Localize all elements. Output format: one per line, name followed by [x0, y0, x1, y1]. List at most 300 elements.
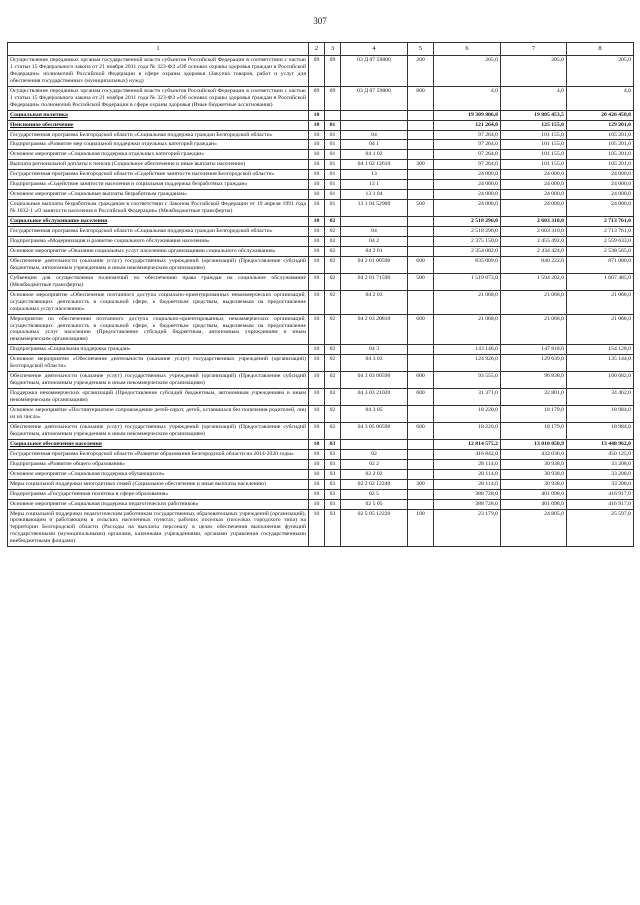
table-row: [8, 372, 634, 389]
row-name: Подпрограмма «Модернизация и развитие социального обслуживания населения»: [8, 236, 309, 246]
table-row: [8, 190, 634, 200]
subsection-code: 03: [325, 479, 341, 489]
table-row: [8, 236, 634, 246]
target-article-code: 04 2: [341, 236, 408, 246]
target-article-code: 03 Д 07 59800: [341, 86, 408, 110]
amount-year-1: 1 519 073,0: [434, 273, 501, 290]
amount-year-2: 30 938,0: [501, 479, 567, 489]
amount-year-2: 101 155,0: [501, 150, 567, 160]
target-article-code: [341, 110, 408, 120]
expense-type-code: [408, 180, 434, 190]
subsection-code: 02: [325, 217, 341, 227]
amount-year-1: 28 114,0: [434, 479, 501, 489]
section-code: 10: [309, 389, 325, 406]
amount-year-3: 21 068,0: [567, 314, 634, 345]
amount-year-3: 2 713 761,0: [567, 227, 634, 237]
expense-type-code: [408, 140, 434, 150]
amount-year-2: 432 036,0: [501, 449, 567, 459]
subsection-code: 01: [325, 130, 341, 140]
row-name: Основное мероприятие «Обеспечение деятельности (оказание услуг) государственных учреждений (организаций) Белгородской области»: [8, 355, 309, 372]
amount-year-2: 2 434 424,0: [501, 246, 567, 256]
amount-year-1: 143 146,0: [434, 345, 501, 355]
row-name: Основное мероприятие «Социальные выплаты безработным гражданам»: [8, 190, 309, 200]
amount-year-2: 13 010 050,9: [501, 439, 567, 449]
subsection-code: 03: [325, 489, 341, 499]
expense-type-code: [408, 217, 434, 227]
target-article-code: 04: [341, 227, 408, 237]
row-name: Выплата региональной доплаты к пенсии (Социальное обеспечение и иные выплаты населению): [8, 160, 309, 170]
expense-type-code: 600: [408, 372, 434, 389]
row-name: Меры социальной поддержки педагогическим работникам государственных образовательных учреждений (организаций), проживающим и работающим в сельских населенных пунктах, рабочих поселках (поселках городского типа) на территории Белгородской области (Расходы на выплаты персоналу в целях обеспечения выполнения функций государственными (муниципальными) органами, казенными учреждениями, органами управления государственными внебюджетными фондами): [8, 509, 309, 547]
amount-year-1: 21 068,0: [434, 290, 501, 314]
target-article-code: 02 5 05: [341, 499, 408, 509]
amount-year-1: 12 814 575,2: [434, 439, 501, 449]
row-name: Основное мероприятие «Оказание социальных услуг населению организациями социального обслуживания»: [8, 246, 309, 256]
row-name: Меры социальной поддержки многодетных семей (Социальное обеспечение и иные выплаты населению): [8, 479, 309, 489]
expense-type-code: [408, 406, 434, 423]
header-cell: 1: [8, 43, 309, 56]
amount-year-2: 4,0: [501, 86, 567, 110]
table-row: [8, 459, 634, 469]
section-code: 10: [309, 170, 325, 180]
row-name: Пенсионное обеспечение: [8, 120, 309, 130]
subsection-code: 02: [325, 355, 341, 372]
row-name: Основное мероприятие «Социальная поддержка обучающихся»: [8, 469, 309, 479]
amount-year-1: 19 309 806,8: [434, 110, 501, 120]
section-code: 09: [309, 86, 325, 110]
expense-type-code: [408, 355, 434, 372]
amount-year-3: 2 559 633,0: [567, 236, 634, 246]
row-name: Государственная программа Белгородской области «Социальная поддержка граждан Белгородской области»: [8, 130, 309, 140]
header-row: [8, 43, 634, 56]
section-code: 10: [309, 120, 325, 130]
row-name: Государственная программа Белгородской области «Социальная поддержка граждан Белгородской области»: [8, 227, 309, 237]
expense-type-code: 100: [408, 509, 434, 547]
amount-year-1: 21 068,0: [434, 314, 501, 345]
amount-year-1: 28 114,0: [434, 459, 501, 469]
table-body: [8, 55, 634, 546]
section-code: 10: [309, 499, 325, 509]
amount-year-2: 840 222,0: [501, 256, 567, 273]
amount-year-2: 24 000,0: [501, 170, 567, 180]
table-row: [8, 227, 634, 237]
row-name: Социальная политика: [8, 110, 309, 120]
section-code: 10: [309, 469, 325, 479]
subsection-code: 02: [325, 236, 341, 246]
section-code: 10: [309, 180, 325, 190]
amount-year-2: 147 818,0: [501, 345, 567, 355]
table-row: [8, 55, 634, 86]
table-row: [8, 449, 634, 459]
section-code: 10: [309, 150, 325, 160]
table-row: [8, 120, 634, 130]
amount-year-3: 105 201,0: [567, 130, 634, 140]
row-name: Социальное обеспечение населения: [8, 439, 309, 449]
expense-type-code: 500: [408, 200, 434, 217]
row-name: Осуществление переданных органам государственной власти субъектов Российской Федерации в соответствии с частью 1 статьи 15 Федерального закона от 21 ноября 2011 года № 323-ФЗ «Об основах охраны здоровья граждан в Российской Федерации» полномочий Российской Федерации в сфере охраны здоровья (Иные бюджетные ассигнования): [8, 86, 309, 110]
expense-type-code: [408, 190, 434, 200]
section-code: 10: [309, 217, 325, 227]
expense-type-code: [408, 290, 434, 314]
table-row: [8, 217, 634, 227]
amount-year-1: 97 264,0: [434, 130, 501, 140]
table-row: [8, 355, 634, 372]
budget-table: [7, 42, 634, 547]
amount-year-3: 205,0: [567, 55, 634, 86]
amount-year-3: 105 201,0: [567, 140, 634, 150]
row-name: Подпрограмма «Государственная политика в сфере образования»: [8, 489, 309, 499]
amount-year-3: 100 682,0: [567, 372, 634, 389]
table-row: [8, 406, 634, 423]
target-article-code: 02 2 02 12240: [341, 479, 408, 489]
amount-year-3: 1 667 485,0: [567, 273, 634, 290]
target-article-code: 04 2 03 20810: [341, 314, 408, 345]
section-code: 10: [309, 246, 325, 256]
amount-year-1: 388 728,0: [434, 499, 501, 509]
subsection-code: 01: [325, 200, 341, 217]
expense-type-code: [408, 449, 434, 459]
section-code: 09: [309, 55, 325, 86]
target-article-code: 02: [341, 449, 408, 459]
section-code: 10: [309, 256, 325, 273]
table-row: [8, 130, 634, 140]
expense-type-code: [408, 150, 434, 160]
amount-year-1: 205,0: [434, 55, 501, 86]
target-article-code: [341, 439, 408, 449]
amount-year-2: 24 000,0: [501, 200, 567, 217]
subsection-code: 01: [325, 190, 341, 200]
row-name: Обеспечение деятельности (оказание услуг) государственных учреждений (организаций) (Предоставление субсидий бюджетным, автономным учреждениям и иным некоммерческим организациям): [8, 422, 309, 439]
amount-year-3: 129 201,0: [567, 120, 634, 130]
amount-year-3: 135 144,0: [567, 355, 634, 372]
target-article-code: 04 3 03 00590: [341, 372, 408, 389]
table-row: [8, 246, 634, 256]
amount-year-1: 121 264,0: [434, 120, 501, 130]
amount-year-3: 25 597,0: [567, 509, 634, 547]
section-code: 10: [309, 439, 325, 449]
amount-year-3: 18 984,0: [567, 406, 634, 423]
expense-type-code: 600: [408, 256, 434, 273]
amount-year-1: 18 220,0: [434, 422, 501, 439]
subsection-code: 02: [325, 422, 341, 439]
subsection-code: 01: [325, 150, 341, 160]
header-cell: 6: [434, 43, 501, 56]
row-name: Социальное обслуживание населения: [8, 217, 309, 227]
expense-type-code: [408, 227, 434, 237]
amount-year-3: 24 000,0: [567, 180, 634, 190]
expense-type-code: 600: [408, 314, 434, 345]
subsection-code: 02: [325, 314, 341, 345]
expense-type-code: [408, 439, 434, 449]
expense-type-code: [408, 499, 434, 509]
target-article-code: 13: [341, 170, 408, 180]
expense-type-code: 200: [408, 55, 434, 86]
subsection-code: 02: [325, 227, 341, 237]
amount-year-2: 401 098,0: [501, 499, 567, 509]
section-code: 10: [309, 200, 325, 217]
target-article-code: 02 5 05 12220: [341, 509, 408, 547]
amount-year-3: 21 068,0: [567, 290, 634, 314]
table-row: [8, 273, 634, 290]
table-row: [8, 170, 634, 180]
subsection-code: 03: [325, 469, 341, 479]
table-row: [8, 180, 634, 190]
target-article-code: [341, 120, 408, 130]
amount-year-3: 416 917,0: [567, 499, 634, 509]
target-article-code: 04 3 03: [341, 355, 408, 372]
table-row: [8, 256, 634, 273]
target-article-code: 04 1 02 12610: [341, 160, 408, 170]
amount-year-2: 1 594 202,0: [501, 273, 567, 290]
amount-year-2: 18 179,0: [501, 406, 567, 423]
section-code: 10: [309, 110, 325, 120]
table-row: [8, 314, 634, 345]
table-row: [8, 489, 634, 499]
amount-year-1: 93 555,0: [434, 372, 501, 389]
amount-year-3: 24 000,0: [567, 190, 634, 200]
section-code: 10: [309, 422, 325, 439]
amount-year-2: 101 155,0: [501, 140, 567, 150]
table-row: [8, 479, 634, 489]
table-row: [8, 345, 634, 355]
row-name: Мероприятие по обеспечению поэтапного доступа социально-ориентированных некоммерческих организаций, осуществляющих деятельность в социальной сфере, к бюджетным средствам, выделяемым на предоставление социальных услуг населению (Предоставление субсидий бюджетным, автономным учреждениям и иным некоммерческим организациям): [8, 314, 309, 345]
amount-year-1: 97 264,0: [434, 160, 501, 170]
subsection-code: 02: [325, 246, 341, 256]
amount-year-3: 18 984,0: [567, 422, 634, 439]
amount-year-2: 101 155,0: [501, 130, 567, 140]
subsection-code: 03: [325, 439, 341, 449]
target-article-code: 04 1 02: [341, 150, 408, 160]
section-code: 10: [309, 355, 325, 372]
target-article-code: 02 5: [341, 489, 408, 499]
row-name: Субвенции для осуществления полномочий по обеспечению права граждан на социальное обслуживание (Межбюджетные трансферты): [8, 273, 309, 290]
subsection-code: 09: [325, 55, 341, 86]
amount-year-3: 2 538 565,0: [567, 246, 634, 256]
amount-year-3: 13 448 962,0: [567, 439, 634, 449]
amount-year-3: 33 208,0: [567, 459, 634, 469]
target-article-code: 04: [341, 130, 408, 140]
header-cell: 8: [567, 43, 634, 56]
expense-type-code: 600: [408, 389, 434, 406]
amount-year-3: 105 201,0: [567, 150, 634, 160]
amount-year-2: 2 455 492,0: [501, 236, 567, 246]
amount-year-2: 19 805 453,5: [501, 110, 567, 120]
amount-year-2: 24 805,0: [501, 509, 567, 547]
amount-year-2: 32 801,0: [501, 389, 567, 406]
subsection-code: 02: [325, 389, 341, 406]
expense-type-code: [408, 469, 434, 479]
page-number: 307: [313, 16, 327, 26]
amount-year-3: 154 128,0: [567, 345, 634, 355]
amount-year-2: 21 068,0: [501, 290, 567, 314]
amount-year-3: 24 000,0: [567, 200, 634, 217]
section-code: 10: [309, 345, 325, 355]
target-article-code: 13 1: [341, 180, 408, 190]
header-cell: 5: [408, 43, 434, 56]
expense-type-code: 300: [408, 160, 434, 170]
amount-year-1: 2 518 296,0: [434, 227, 501, 237]
amount-year-1: 24 000,0: [434, 190, 501, 200]
amount-year-3: 2 713 761,0: [567, 217, 634, 227]
row-name: Государственная программа Белгородской области «Развитие образования Белгородской области на 2014-2020 годы»: [8, 449, 309, 459]
amount-year-1: 28 114,0: [434, 469, 501, 479]
row-name: Обеспечение деятельности (оказание услуг) государственных учреждений (организаций) (Предоставление субсидий бюджетным, автономным учреждениям и иным некоммерческим организациям): [8, 256, 309, 273]
target-article-code: [341, 217, 408, 227]
amount-year-1: 23 179,0: [434, 509, 501, 547]
header-cell: 4: [341, 43, 408, 56]
amount-year-1: 416 842,0: [434, 449, 501, 459]
row-name: Обеспечение деятельности (оказание услуг) государственных учреждений (организаций) (Предоставление субсидий бюджетным, автономным учреждениям и иным некоммерческим организациям): [8, 372, 309, 389]
subsection-code: 02: [325, 256, 341, 273]
amount-year-3: 871 080,0: [567, 256, 634, 273]
amount-year-1: 24 000,0: [434, 180, 501, 190]
section-code: 10: [309, 290, 325, 314]
expense-type-code: [408, 459, 434, 469]
row-name: Поддержка некоммерческих организаций (Предоставление субсидий бюджетным, автономным учреждениям и иным некоммерческим организациям): [8, 389, 309, 406]
row-name: Подпрограмма «Развитие мер социальной поддержки отдельных категорий граждан»: [8, 140, 309, 150]
row-name: Основное мероприятие «Обеспечение поэтапного доступа социально-ориентированных некоммерческих организаций, осуществляющих деятельность в социальной сфере, к бюджетным средствам, выделяемым на предоставление социальных услуг населению»: [8, 290, 309, 314]
subsection-code: 01: [325, 170, 341, 180]
table-row: [8, 439, 634, 449]
header-cell: 3: [325, 43, 341, 56]
amount-year-3: 4,0: [567, 86, 634, 110]
subsection-code: 02: [325, 406, 341, 423]
table-row: [8, 499, 634, 509]
amount-year-2: 125 155,0: [501, 120, 567, 130]
amount-year-2: 18 179,0: [501, 422, 567, 439]
amount-year-2: 21 068,0: [501, 314, 567, 345]
section-code: 10: [309, 459, 325, 469]
amount-year-1: 388 728,0: [434, 489, 501, 499]
amount-year-1: 124 926,0: [434, 355, 501, 372]
amount-year-3: 24 000,0: [567, 170, 634, 180]
subsection-code: 02: [325, 273, 341, 290]
subsection-code: 02: [325, 345, 341, 355]
amount-year-2: 205,0: [501, 55, 567, 86]
subsection-code: 01: [325, 160, 341, 170]
expense-type-code: [408, 170, 434, 180]
subsection-code: 03: [325, 499, 341, 509]
amount-year-3: 33 208,0: [567, 479, 634, 489]
amount-year-3: 105 201,0: [567, 160, 634, 170]
amount-year-1: 4,0: [434, 86, 501, 110]
amount-year-2: 2 603 310,0: [501, 217, 567, 227]
section-code: 10: [309, 314, 325, 345]
table-row: [8, 389, 634, 406]
section-code: 10: [309, 489, 325, 499]
section-code: 10: [309, 190, 325, 200]
row-name: Социальные выплаты безработным гражданам в соответствии с Законом Российской Федерации от 19 апреля 1991 года № 1032-1 «О занятости населения в Российской Федерации» (Межбюджетные трансферты): [8, 200, 309, 217]
row-name: Осуществление переданных органам государственной власти субъектов Российской Федерации в соответствии с частью 1 статьи 15 Федерального закона от 21 ноября 2011 года № 323-ФЗ «Об основах охраны здоровья граждан в Российской Федерации» полномочий Российской Федерации в сфере охраны здоровья (Закупка товаров, работ и услуг для обеспечения государственных (муниципальных) нужд): [8, 55, 309, 86]
subsection-code: 09: [325, 86, 341, 110]
expense-type-code: 600: [408, 422, 434, 439]
amount-year-1: 97 264,0: [434, 140, 501, 150]
target-article-code: 04 3 05 00590: [341, 422, 408, 439]
subsection-code: 03: [325, 449, 341, 459]
target-article-code: 04 3: [341, 345, 408, 355]
subsection-code: 01: [325, 140, 341, 150]
table-row: [8, 422, 634, 439]
amount-year-1: 31 371,0: [434, 389, 501, 406]
expense-type-code: [408, 246, 434, 256]
amount-year-1: 2 518 296,0: [434, 217, 501, 227]
amount-year-3: 450 125,0: [567, 449, 634, 459]
expense-type-code: [408, 110, 434, 120]
row-name: Государственная программа Белгородской области «Содействие занятости населения Белгородской области»: [8, 170, 309, 180]
table-row: [8, 160, 634, 170]
row-name: Подпрограмма «Содействие занятости населения и социальная поддержка безработных граждан»: [8, 180, 309, 190]
amount-year-2: 24 000,0: [501, 180, 567, 190]
amount-year-2: 96 838,0: [501, 372, 567, 389]
row-name: Основное мероприятие «Социальная поддержка отдельных категорий граждан»: [8, 150, 309, 160]
table-row: [8, 200, 634, 217]
target-article-code: 02 2: [341, 459, 408, 469]
subsection-code: [325, 110, 341, 120]
amount-year-3: 416 917,0: [567, 489, 634, 499]
table-row: [8, 469, 634, 479]
section-code: 10: [309, 406, 325, 423]
subsection-code: 01: [325, 180, 341, 190]
table-row: [8, 290, 634, 314]
target-article-code: 03 Д 07 59800: [341, 55, 408, 86]
header-cell: 2: [309, 43, 325, 56]
expense-type-code: [408, 489, 434, 499]
target-article-code: 04 3 05: [341, 406, 408, 423]
amount-year-1: 97 264,0: [434, 150, 501, 160]
table-row: [8, 140, 634, 150]
expense-type-code: 300: [408, 479, 434, 489]
section-code: 10: [309, 130, 325, 140]
section-code: 10: [309, 160, 325, 170]
amount-year-2: 129 639,0: [501, 355, 567, 372]
section-code: 10: [309, 227, 325, 237]
amount-year-2: 101 155,0: [501, 160, 567, 170]
subsection-code: 02: [325, 372, 341, 389]
expense-type-code: [408, 130, 434, 140]
amount-year-1: 24 000,0: [434, 170, 501, 180]
row-name: Основное мероприятие «Постинтернатное сопровождение детей-сирот, детей, оставшихся без попечения родителей, лиц из их числа»: [8, 406, 309, 423]
subsection-code: 02: [325, 290, 341, 314]
amount-year-1: 18 220,0: [434, 406, 501, 423]
subsection-code: 03: [325, 459, 341, 469]
table-row: [8, 86, 634, 110]
target-article-code: 04 3 03 21020: [341, 389, 408, 406]
section-code: 10: [309, 449, 325, 459]
section-code: 10: [309, 236, 325, 246]
amount-year-2: 2 603 310,0: [501, 227, 567, 237]
target-article-code: 04 2 03: [341, 290, 408, 314]
section-code: 10: [309, 140, 325, 150]
expense-type-code: [408, 236, 434, 246]
subsection-code: 03: [325, 509, 341, 547]
expense-type-code: [408, 345, 434, 355]
amount-year-1: 2 375 150,0: [434, 236, 501, 246]
target-article-code: 04 1: [341, 140, 408, 150]
amount-year-1: 835 009,0: [434, 256, 501, 273]
amount-year-2: 30 938,0: [501, 469, 567, 479]
target-article-code: 13 1 04: [341, 190, 408, 200]
target-article-code: 04 2 01 00590: [341, 256, 408, 273]
table-row: [8, 150, 634, 160]
target-article-code: 04 2 01: [341, 246, 408, 256]
amount-year-1: 2 354 082,0: [434, 246, 501, 256]
amount-year-3: 34 462,0: [567, 389, 634, 406]
subsection-code: 01: [325, 120, 341, 130]
table-row: [8, 110, 634, 120]
expense-type-code: 800: [408, 86, 434, 110]
section-code: 10: [309, 273, 325, 290]
header-cell: 7: [501, 43, 567, 56]
